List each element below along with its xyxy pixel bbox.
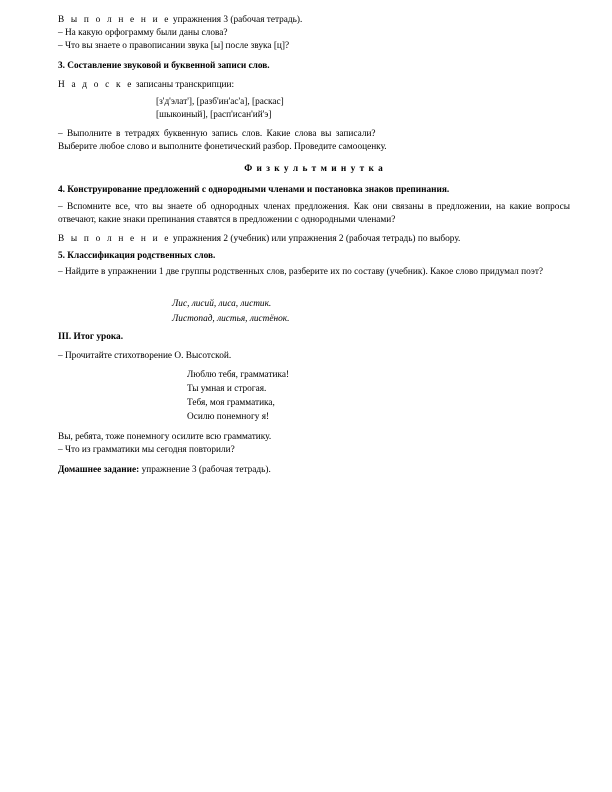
paragraph: – Вспомните все, что вы знаете об однородных членах предложения. Как они связаны в предложении, на какие вопросы отвечают, какие знаки препинания ставятся в предложении с однородными членами? bbox=[58, 202, 570, 225]
exercise-lead: В ы п о л н е н и е bbox=[58, 234, 171, 244]
homework-text: упражнение 3 (рабочая тетрадь). bbox=[139, 465, 271, 475]
homework-label: Домашнее задание: bbox=[58, 465, 140, 475]
board-lead: Н а д о с к е bbox=[58, 80, 134, 90]
break-title: Ф и з к у л ь т м и н у т к а bbox=[244, 164, 384, 174]
exercise-line bbox=[58, 233, 570, 246]
poem-line: Тебя, моя грамматика, bbox=[187, 398, 275, 408]
paragraph: – Прочитайте стихотворение О. Высотской. bbox=[58, 351, 232, 361]
exercise-line bbox=[58, 14, 570, 27]
poem-line: Люблю тебя, грамматика! bbox=[187, 370, 290, 380]
transcription-line: [з'д'элат'], [разб'ин'ас'а], [раскас] bbox=[156, 97, 284, 107]
paragraph: Вы, ребята, тоже понемногу осилите всю грамматику. bbox=[58, 432, 272, 442]
word-group: Лис, лисий, лиса, листик. bbox=[172, 299, 272, 309]
word-group: Листопад, листья, листёнок. bbox=[172, 314, 290, 324]
paragraph: – Найдите в упражнении 1 две группы родственных слов, разберите их по составу (учебник). Какое слово придумал поэт? bbox=[58, 267, 544, 277]
question-line: – На какую орфограмму были даны слова? bbox=[58, 28, 228, 38]
exercise-rest: упражнения 2 (учебник) или упражнения 2 (рабочая тетрадь) по выбору. bbox=[170, 234, 461, 244]
task-line: – Выполните в тетрадях буквенную запись слов. Какие слова вы записали? bbox=[58, 129, 376, 139]
exercise-rest: упражнения 3 (рабочая тетрадь). bbox=[170, 15, 303, 25]
transcription-line: [шыкоиный], [расп'исан'ий'э] bbox=[156, 110, 272, 120]
board-rest: записаны транскрипции: bbox=[133, 80, 235, 90]
exercise-lead: В ы п о л н е н и е bbox=[58, 15, 171, 25]
homework-line bbox=[58, 464, 570, 477]
section-heading: 5. Классификация родственных слов. bbox=[58, 251, 216, 261]
task-line: Выберите любое слово и выполните фонетический разбор. Проведите самооценку. bbox=[58, 142, 387, 152]
section-heading: III. Итог урока. bbox=[58, 332, 124, 342]
section-heading: 3. Составление звуковой и буквенной записи слов. bbox=[58, 61, 270, 71]
poem-line: Ты умная и строгая. bbox=[187, 384, 267, 394]
board-line bbox=[58, 79, 570, 92]
section-heading: 4. Конструирование предложений с однородными членами и постановка знаков препинания. bbox=[58, 185, 450, 195]
poem-line: Осилю понемногу я! bbox=[187, 412, 270, 422]
question-line: – Что вы знаете о правописании звука [ы] после звука [ц]? bbox=[58, 41, 290, 51]
paragraph: – Что из грамматики мы сегодня повторили? bbox=[58, 445, 235, 455]
